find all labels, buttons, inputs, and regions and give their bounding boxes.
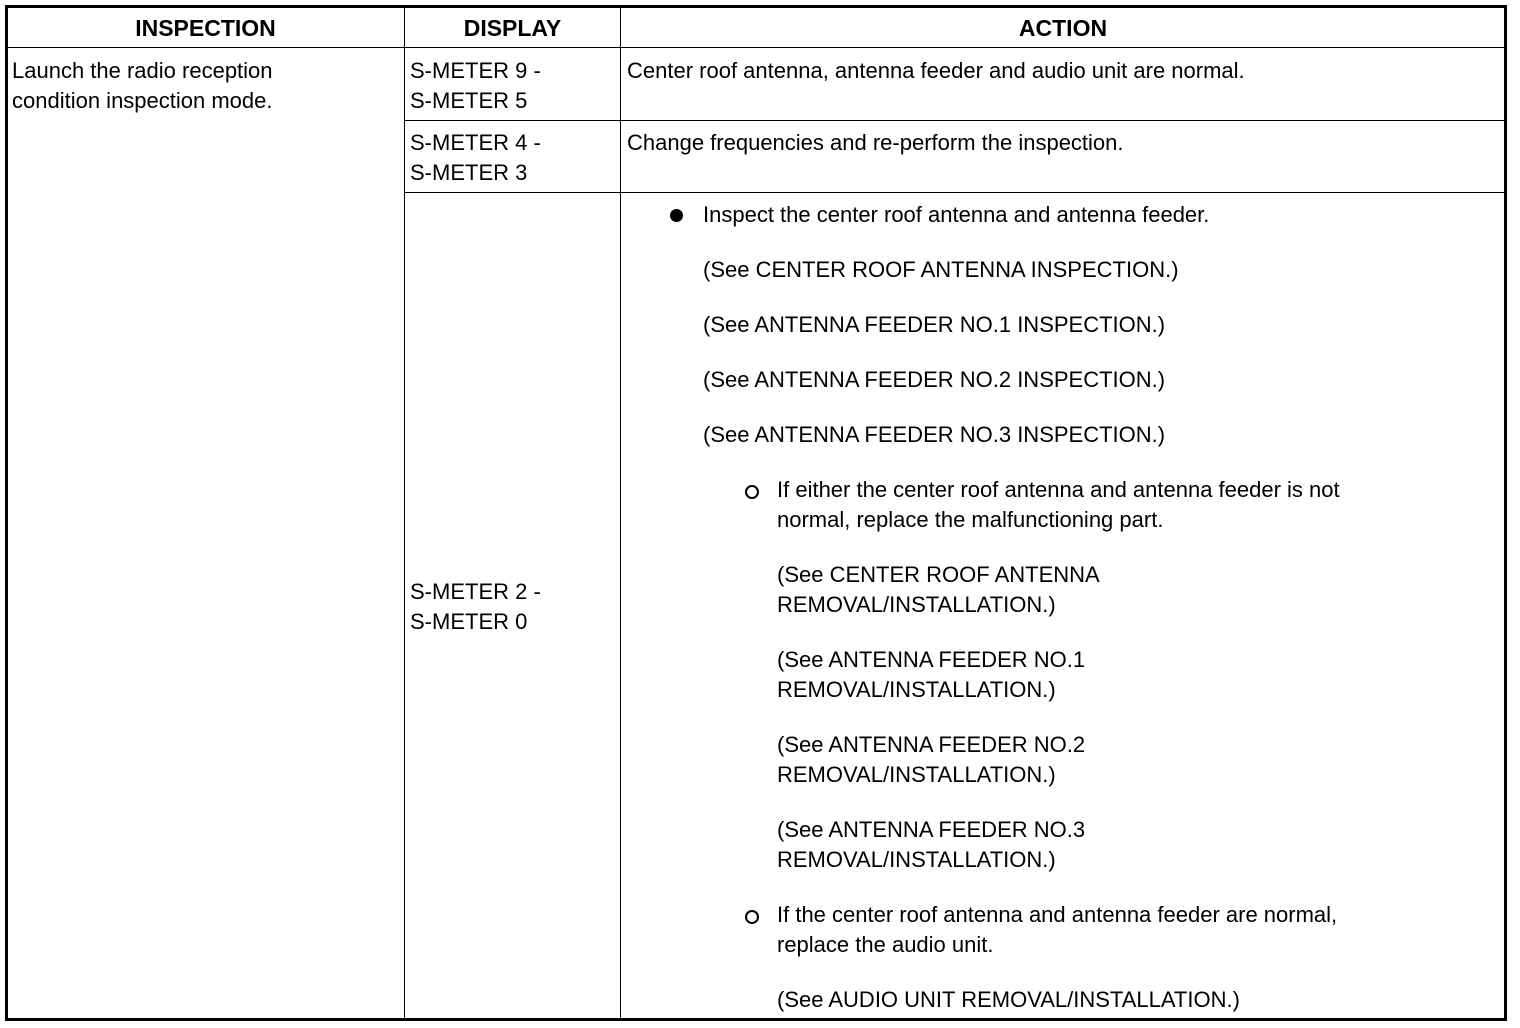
sub2-line-1: If the center roof antenna and antenna feeder are normal, <box>777 902 1338 927</box>
ref-feeder2-removal-line1: (See ANTENNA FEEDER NO.2 <box>777 732 1086 757</box>
bullet-dot-icon <box>670 209 683 222</box>
ref-feeder1-removal-line1: (See ANTENNA FEEDER NO.1 <box>777 647 1086 672</box>
sub1-line-1: If either the center roof antenna and antenna feeder is not <box>777 477 1340 502</box>
sub1-line-2: normal, replace the malfunctioning part. <box>777 507 1164 532</box>
ref-feeder3-removal-line1: (See ANTENNA FEEDER NO.3 <box>777 817 1086 842</box>
ref-feeder2-inspection: (See ANTENNA FEEDER NO.2 INSPECTION.) <box>703 367 1166 392</box>
ref-center-roof-inspection: (See CENTER ROOF ANTENNA INSPECTION.) <box>703 257 1179 282</box>
ref-center-roof-removal-line1: (See CENTER ROOF ANTENNA <box>777 562 1100 587</box>
display-row3-line1: S-METER 2 - <box>410 579 541 604</box>
display-row2-line1: S-METER 4 - <box>410 130 541 155</box>
header-inspection: INSPECTION <box>135 15 276 41</box>
display-row1-line1: S-METER 9 - <box>410 58 541 83</box>
header-divider <box>7 47 1505 48</box>
inspection-line-2: condition inspection mode. <box>12 88 273 113</box>
bullet-ring-icon <box>745 485 759 499</box>
ref-feeder3-inspection: (See ANTENNA FEEDER NO.3 INSPECTION.) <box>703 422 1166 447</box>
action-row2: Change frequencies and re-perform the inspection. <box>627 130 1124 155</box>
column-divider-display <box>620 7 621 1019</box>
display-row3-line2: S-METER 0 <box>410 609 528 634</box>
display-row1-line2: S-METER 5 <box>410 88 528 113</box>
sub2-line-2: replace the audio unit. <box>777 932 994 957</box>
ref-feeder1-removal-line2: REMOVAL/INSTALLATION.) <box>777 677 1056 702</box>
header-action: ACTION <box>1018 15 1108 41</box>
action-row1: Center roof antenna, antenna feeder and audio unit are normal. <box>627 58 1245 83</box>
column-divider-inspection <box>404 7 405 1019</box>
bullet-ring-icon <box>745 910 759 924</box>
display-row2-line2: S-METER 3 <box>410 160 528 185</box>
row-divider-2 <box>404 192 1505 193</box>
ref-feeder1-inspection: (See ANTENNA FEEDER NO.1 INSPECTION.) <box>703 312 1166 337</box>
ref-center-roof-removal-line2: REMOVAL/INSTALLATION.) <box>777 592 1056 617</box>
header-display: DISPLAY <box>463 15 562 41</box>
ref-feeder3-removal-line2: REMOVAL/INSTALLATION.) <box>777 847 1056 872</box>
action-row3-bullet: Inspect the center roof antenna and antenna feeder. <box>703 202 1210 227</box>
ref-audio-unit-removal: (See AUDIO UNIT REMOVAL/INSTALLATION.) <box>777 987 1240 1012</box>
inspection-line-1: Launch the radio reception <box>12 58 273 83</box>
row-divider-1 <box>404 120 1505 121</box>
ref-feeder2-removal-line2: REMOVAL/INSTALLATION.) <box>777 762 1056 787</box>
